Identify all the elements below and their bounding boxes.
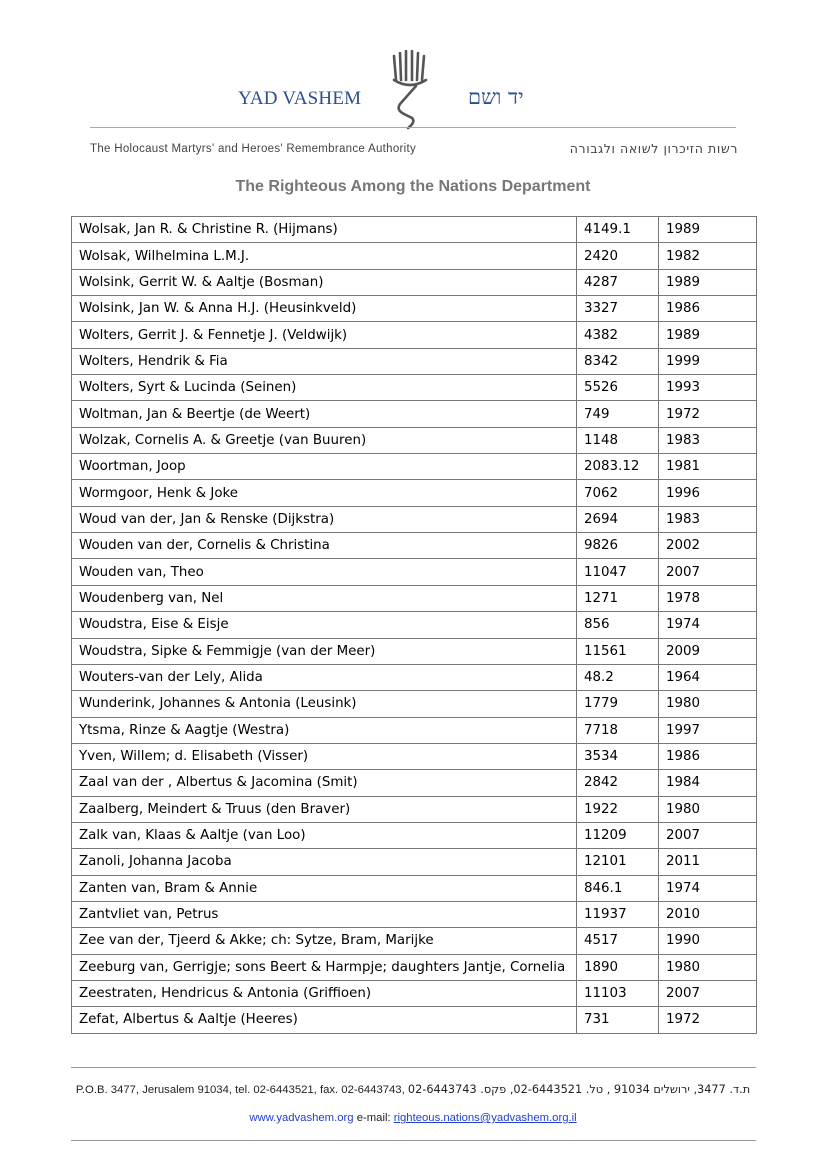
recognition-year-cell: 1983	[659, 506, 757, 532]
email-label: e-mail:	[356, 1112, 391, 1124]
file-number-cell: 12101	[577, 849, 659, 875]
file-number-cell: 2420	[577, 243, 659, 269]
department-title: The Righteous Among the Nations Department	[235, 178, 591, 195]
authority-hebrew: רשות הזיכרון לשואה ולגבורה	[569, 141, 738, 156]
file-number-cell: 2842	[577, 770, 659, 796]
file-number-cell: 1148	[577, 427, 659, 453]
honoree-name-cell: Wolsak, Jan R. & Christine R. (Hijmans)	[72, 217, 577, 243]
honoree-name-cell: Yven, Willem; d. Elisabeth (Visser)	[72, 743, 577, 769]
honoree-name-cell: Wouters-van der Lely, Alida	[72, 664, 577, 690]
recognition-year-cell: 2010	[659, 901, 757, 927]
recognition-year-cell: 2007	[659, 822, 757, 848]
footer-rule-top	[71, 1067, 756, 1068]
header-rule	[90, 127, 736, 128]
recognition-year-cell: 1974	[659, 875, 757, 901]
recognition-year-cell: 1986	[659, 296, 757, 322]
file-number-cell: 11561	[577, 638, 659, 664]
file-number-cell: 846.1	[577, 875, 659, 901]
file-number-cell: 3327	[577, 296, 659, 322]
righteous-records-table	[71, 216, 757, 1034]
honoree-name-cell: Woudstra, Eise & Eisje	[72, 612, 577, 638]
brand-name-hebrew: יד ושם	[468, 85, 524, 109]
file-number-cell: 1890	[577, 954, 659, 980]
recognition-year-cell: 1972	[659, 401, 757, 427]
honoree-name-cell: Woltman, Jan & Beertje (de Weert)	[72, 401, 577, 427]
table-row	[72, 427, 757, 453]
file-number-cell: 3534	[577, 743, 659, 769]
footer-address: P.O.B. 3477, Jerusalem 91034, tel. 02-6443521, fax. 02-6443743, ת.ד. 3477, ירושלים 91034 , טל. 02-6443521, פקס. 02-6443743	[75, 1083, 751, 1096]
honoree-name-cell: Zanoli, Johanna Jacoba	[72, 849, 577, 875]
honoree-name-cell: Ytsma, Rinze & Aagtje (Westra)	[72, 717, 577, 743]
table-row	[72, 691, 757, 717]
honoree-name-cell: Wolsink, Gerrit W. & Aaltje (Bosman)	[72, 269, 577, 295]
honoree-name-cell: Zee van der, Tjeerd & Akke; ch: Sytze, Bram, Marijke	[72, 928, 577, 954]
recognition-year-cell: 1989	[659, 217, 757, 243]
file-number-cell: 5526	[577, 375, 659, 401]
table-row	[72, 585, 757, 611]
recognition-year-cell: 2002	[659, 533, 757, 559]
recognition-year-cell: 2007	[659, 559, 757, 585]
table-row	[72, 770, 757, 796]
recognition-year-cell: 1964	[659, 664, 757, 690]
file-number-cell: 1779	[577, 691, 659, 717]
table-row	[72, 717, 757, 743]
file-number-cell: 4287	[577, 269, 659, 295]
honoree-name-cell: Zaalberg, Meindert & Truus (den Braver)	[72, 796, 577, 822]
table-row	[72, 638, 757, 664]
honoree-name-cell: Zalk van, Klaas & Aaltje (van Loo)	[72, 822, 577, 848]
table-row	[72, 796, 757, 822]
table-row	[72, 980, 757, 1006]
table-row	[72, 243, 757, 269]
table-row	[72, 322, 757, 348]
website-link[interactable]: www.yadvashem.org	[249, 1112, 354, 1124]
address-hebrew: ת.ד. 3477, ירושלים 91034 , טל. 02-6443521, פקס. 02-6443743	[407, 1083, 751, 1096]
file-number-cell: 4149.1	[577, 217, 659, 243]
email-link[interactable]: righteous.nations@yadvashem.org.il	[393, 1112, 577, 1124]
table-row	[72, 743, 757, 769]
recognition-year-cell: 1989	[659, 322, 757, 348]
honoree-name-cell: Wolzak, Cornelis A. & Greetje (van Buuren)	[72, 427, 577, 453]
honoree-name-cell: Woudstra, Sipke & Femmigje (van der Meer)	[72, 638, 577, 664]
table-row	[72, 480, 757, 506]
recognition-year-cell: 1983	[659, 427, 757, 453]
recognition-year-cell: 2007	[659, 980, 757, 1006]
file-number-cell: 856	[577, 612, 659, 638]
file-number-cell: 11047	[577, 559, 659, 585]
file-number-cell: 749	[577, 401, 659, 427]
file-number-cell: 48.2	[577, 664, 659, 690]
honoree-name-cell: Wolsink, Jan W. & Anna H.J. (Heusinkveld)	[72, 296, 577, 322]
file-number-cell: 731	[577, 1007, 659, 1033]
table-row	[72, 612, 757, 638]
honoree-name-cell: Zefat, Albertus & Aaltje (Heeres)	[72, 1007, 577, 1033]
honoree-name-cell: Wolters, Syrt & Lucinda (Seinen)	[72, 375, 577, 401]
file-number-cell: 8342	[577, 348, 659, 374]
recognition-year-cell: 1993	[659, 375, 757, 401]
honoree-name-cell: Wormgoor, Henk & Joke	[72, 480, 577, 506]
recognition-year-cell: 1974	[659, 612, 757, 638]
honoree-name-cell: Zantvliet van, Petrus	[72, 901, 577, 927]
table-row	[72, 559, 757, 585]
table-row	[72, 822, 757, 848]
file-number-cell: 9826	[577, 533, 659, 559]
recognition-year-cell: 1990	[659, 928, 757, 954]
file-number-cell: 11103	[577, 980, 659, 1006]
honoree-name-cell: Zeestraten, Hendricus & Antonia (Griffioen)	[72, 980, 577, 1006]
file-number-cell: 7062	[577, 480, 659, 506]
footer-rule-bottom	[71, 1140, 756, 1141]
file-number-cell: 4517	[577, 928, 659, 954]
honoree-name-cell: Zaal van der , Albertus & Jacomina (Smit)	[72, 770, 577, 796]
recognition-year-cell: 1980	[659, 954, 757, 980]
letterhead	[0, 0, 826, 195]
recognition-year-cell: 1978	[659, 585, 757, 611]
honoree-name-cell: Wouden van, Theo	[72, 559, 577, 585]
yad-vashem-logo-icon	[386, 50, 436, 130]
table-row	[72, 849, 757, 875]
file-number-cell: 7718	[577, 717, 659, 743]
footer-contact	[0, 1112, 826, 1124]
authority-english: The Holocaust Martyrs' and Heroes' Remembrance Authority	[90, 143, 417, 155]
recognition-year-cell: 1981	[659, 454, 757, 480]
table-row	[72, 506, 757, 532]
honoree-name-cell: Wouden van der, Cornelis & Christina	[72, 533, 577, 559]
table-row	[72, 954, 757, 980]
recognition-year-cell: 1996	[659, 480, 757, 506]
address-english: P.O.B. 3477, Jerusalem 91034, tel. 02-6443521, fax. 02-6443743	[75, 1084, 402, 1096]
recognition-year-cell: 1980	[659, 796, 757, 822]
recognition-year-cell: 1972	[659, 1007, 757, 1033]
table-row	[72, 217, 757, 243]
table-row	[72, 928, 757, 954]
honoree-name-cell: Wolters, Gerrit J. & Fennetje J. (Veldwijk)	[72, 322, 577, 348]
file-number-cell: 2694	[577, 506, 659, 532]
table-row	[72, 664, 757, 690]
honoree-name-cell: Zanten van, Bram & Annie	[72, 875, 577, 901]
table-row	[72, 375, 757, 401]
file-number-cell: 11937	[577, 901, 659, 927]
table-row	[72, 1007, 757, 1033]
file-number-cell: 11209	[577, 822, 659, 848]
file-number-cell: 1922	[577, 796, 659, 822]
recognition-year-cell: 1989	[659, 269, 757, 295]
recognition-year-cell: 2011	[659, 849, 757, 875]
recognition-year-cell: 1986	[659, 743, 757, 769]
recognition-year-cell: 1984	[659, 770, 757, 796]
file-number-cell: 4382	[577, 322, 659, 348]
table-row	[72, 901, 757, 927]
file-number-cell: 2083.12	[577, 454, 659, 480]
recognition-year-cell: 1999	[659, 348, 757, 374]
honoree-name-cell: Woud van der, Jan & Renske (Dijkstra)	[72, 506, 577, 532]
recognition-year-cell: 2009	[659, 638, 757, 664]
table-row	[72, 454, 757, 480]
table-row	[72, 296, 757, 322]
honoree-name-cell: Zeeburg van, Gerrigje; sons Beert & Harmpje; daughters Jantje, Cornelia	[72, 954, 577, 980]
honoree-name-cell: Wolters, Hendrik & Fia	[72, 348, 577, 374]
brand-name-english: YAD VASHEM	[238, 88, 362, 109]
honoree-name-cell: Wolsak, Wilhelmina L.M.J.	[72, 243, 577, 269]
honoree-name-cell: Wunderink, Johannes & Antonia (Leusink)	[72, 691, 577, 717]
table-row	[72, 348, 757, 374]
honoree-name-cell: Woudenberg van, Nel	[72, 585, 577, 611]
honoree-name-cell: Woortman, Joop	[72, 454, 577, 480]
records-table-body	[72, 217, 757, 1034]
file-number-cell: 1271	[577, 585, 659, 611]
recognition-year-cell: 1997	[659, 717, 757, 743]
recognition-year-cell: 1982	[659, 243, 757, 269]
recognition-year-cell: 1980	[659, 691, 757, 717]
table-row	[72, 875, 757, 901]
table-row	[72, 269, 757, 295]
table-row	[72, 401, 757, 427]
table-row	[72, 533, 757, 559]
